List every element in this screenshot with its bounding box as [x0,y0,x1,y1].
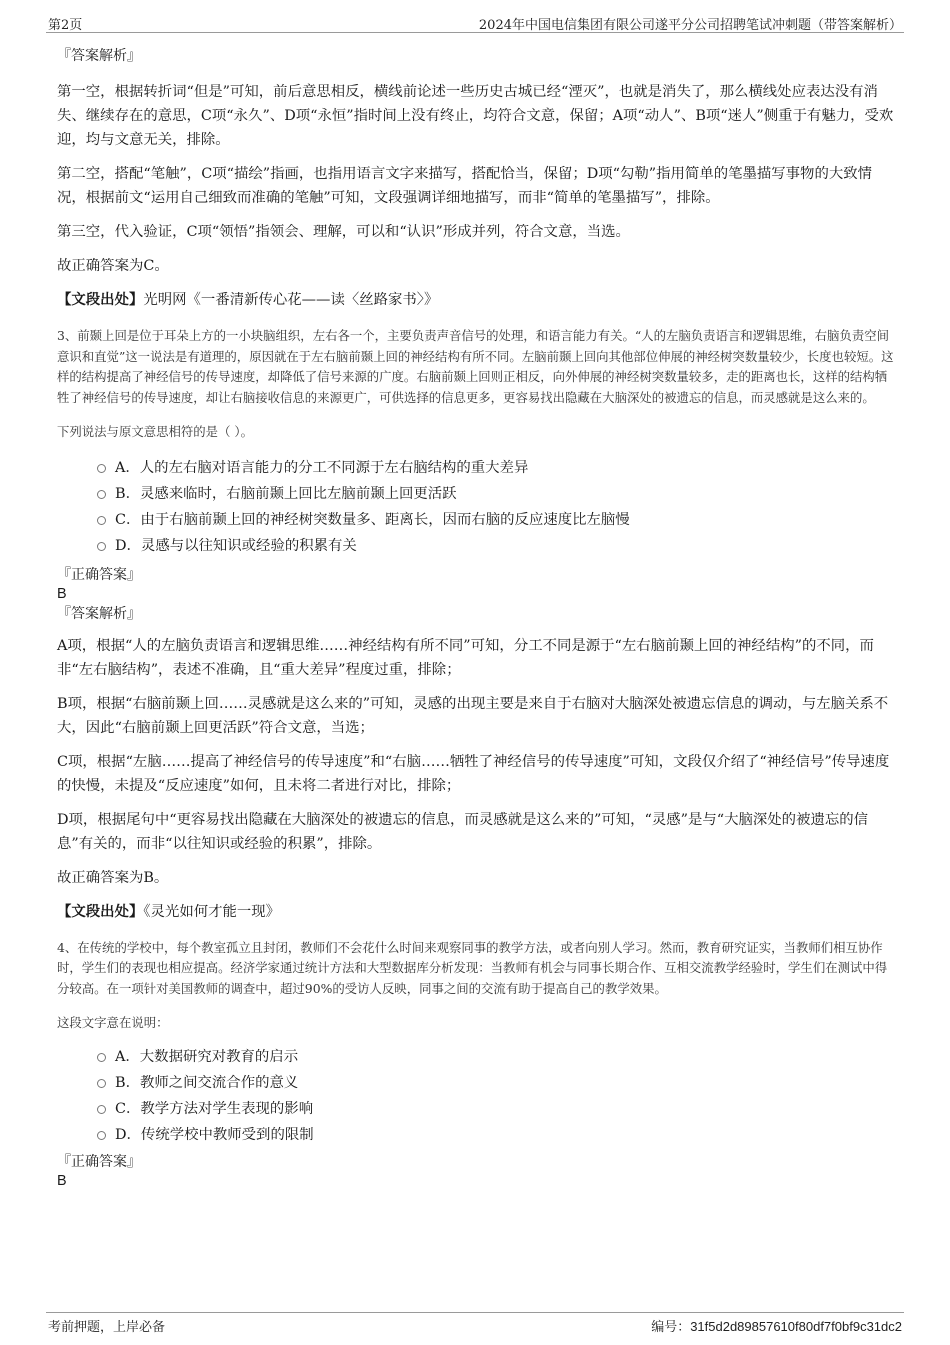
analysis-paragraph: 第三空，代入验证，C项“领悟”指领会、理解，可以和“认识”形成并列，符合文意，当选。 [57,224,630,240]
correct-answer: B [57,585,67,602]
option-b[interactable]: B．灵感来临时，右脑前颞上回比左脑前颞上回更活跃 [97,481,897,507]
analysis-tag: 『答案解析』 [57,48,141,64]
source-citation [57,900,897,924]
radio-icon[interactable] [97,1079,106,1088]
analysis-paragraph: C项，根据“左脑……提高了神经信号的传导速度”和“右脑……牺牲了神经信号的传导速度”可知，文段仅介绍了“神经信号”传导速度的快慢，未提及“反应速度”如何，且未将二者进行对比，排除； [57,753,890,794]
document-title: 2024年中国电信集团有限公司遂平分公司招聘笔试冲刺题（带答案解析） [478,18,902,33]
source-text: 《灵光如何才能一现》 [143,903,281,920]
option-a[interactable]: A．大数据研究对教育的启示 [97,1044,897,1070]
option-d[interactable]: D．传统学校中教师受到的限制 [97,1122,897,1148]
radio-icon[interactable] [97,1105,106,1114]
conclusion: 故正确答案为C。 [57,258,169,274]
page-content [57,41,897,1191]
radio-icon[interactable] [97,490,106,499]
source-text: 光明网《一番清新传心花——读〈丝路家书〉》 [143,292,439,308]
question-prompt: 这段文字意在说明： [57,1015,169,1030]
option-d[interactable]: D．灵感与以往知识或经验的积累有关 [97,533,897,559]
footer-slogan: 考前押题，上岸必备 [48,1320,166,1335]
radio-icon[interactable] [97,1131,106,1140]
page-number: 第2页 [48,18,83,33]
analysis-paragraph: D项，根据尾句中“更容易找出隐藏在大脑深处的被遗忘的信息，而灵感就是这么来的”可知，“灵感”是与“大脑深处的被遗忘的信息”有关的，而非“以往知识或经验的积累”，排除。 [57,811,869,852]
option-b[interactable]: B．教师之间交流合作的意义 [97,1070,897,1096]
option-list [97,455,897,559]
analysis-paragraph: 第二空，搭配“笔触”，C项“描绘”指画，也指用语言文字来描写，搭配恰当，保留；D项“勾勒”指用简单的笔墨描写事物的大致情况，根据前文“运用自己细致而准确的笔触”可知，文段强调详细地描写，而非“简单的笔墨描写”，排除。 [57,166,873,206]
analysis-paragraph: A项，根据“人的左脑负责语言和逻辑思维……神经结构有所不同”可知，分工不同是源于“左右脑前颞上回的神经结构”的不同，而非“左右脑结构”，表述不准确，且“重大差异”程度过重，排除； [57,637,874,678]
option-c[interactable]: C．教学方法对学生表现的影响 [97,1096,897,1122]
answer-tag: 『正确答案』 [57,1153,141,1170]
radio-icon[interactable] [97,1053,106,1062]
analysis-paragraph: B项，根据“右脑前颞上回……灵感就是这么来的”可知，灵感的出现主要是来自于右脑对大脑深处被遗忘信息的调动，与左脑关系不大，因此“右脑前颞上回更活跃”符合文意，当选； [57,695,889,736]
question-prompt: 下列说法与原文意思相符的是（ ）。 [57,424,253,439]
page-footer [46,1312,904,1335]
question-stem: 4、在传统的学校中，每个教室孤立且封闭，教师们不会花什么时间来观察同事的教学方法，或者向别人学习。然而，教育研究证实，当教师们相互协作时，学生们的表现也相应提高。经济学家通过统计方法和大型数据库分析发现：当教师有机会与同事长期合作、互相交流教学经验时，学生们在测试中得分较高。在一项针对美国教师的调查中，超过90%的受访人反映，同事之间的交流有助于提高自己的教学效果。 [57,939,888,996]
conclusion: 故正确答案为B。 [57,869,169,886]
page-header [46,12,904,33]
option-a[interactable]: A．人的左右脑对语言能力的分工不同源于左右脑结构的重大差异 [97,455,897,481]
question-stem: 3、前颞上回是位于耳朵上方的一小块脑组织，左右各一个，主要负责声音信号的处理，和语言能力有关。“人的左脑负责语言和逻辑思维，右脑负责空间意识和直觉”这一说法是有道理的，原因就在于左右脑前颞上回的神经结构有所不同。左脑前颞上回向其他部位伸展的神经树突数量较少，长度也较短。这样的结构提高了神经信号的传导速度，却降低了信号来源的广度。右脑前颞上回则正相反，向外伸展的神经树突数量较多，走的距离也长，这样的结构牺牲了神经信号的传导速度，却让右脑接收信息的来源更广，可供选择的信息更多，更容易找出隐藏在大脑深处的被遗忘的信息，而灵感就是这么来的。 [57,328,894,405]
source-label: 【文段出处】 [57,902,144,920]
answer-tag: 『正确答案』 [57,566,141,583]
analysis-paragraph: 第一空，根据转折词“但是”可知，前后意思相反，横线前论述一些历史古城已经“湮灭”，也就是消失了，那么横线处应表达没有消失、继续存在的意思，C项“永久”、D项“永恒”指时间上没有终止，均符合文意，保留；A项“动人”、B项“迷人”侧重于有魅力，受欢迎，均与文意无关，排除。 [57,84,894,148]
source-label: 【文段出处】 [57,291,144,308]
source-citation [57,288,897,312]
document-id: 编号：31f5d2d89857610f80df7f0bf9c31dc2 [651,1319,902,1334]
analysis-tag: 『答案解析』 [57,605,141,622]
correct-answer: B [57,1172,67,1189]
option-list [97,1044,897,1148]
radio-icon[interactable] [97,542,106,551]
option-c[interactable]: C．由于右脑前颞上回的神经树突数量多、距离长，因而右脑的反应速度比左脑慢 [97,507,897,533]
radio-icon[interactable] [97,516,106,525]
radio-icon[interactable] [97,464,106,473]
